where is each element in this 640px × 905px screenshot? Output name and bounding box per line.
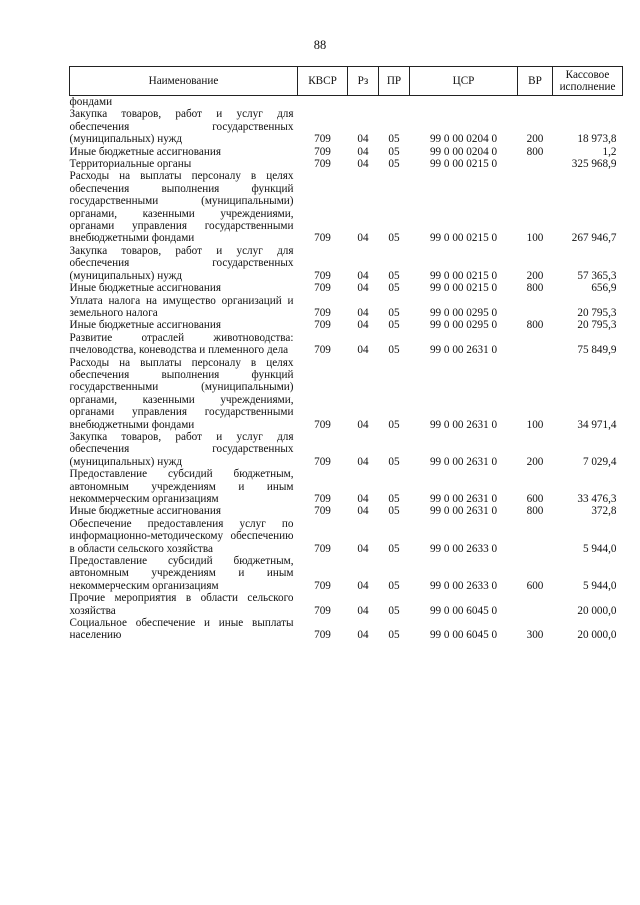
cell-pr: 05 [388,158,400,171]
cell-amount: 656,9 [591,282,617,295]
cell-kvsr: 709 [314,158,331,171]
cell-kvsr: 709 [314,493,331,505]
cell-vr: 200 [526,269,544,282]
cell-csr: 99 0 00 6045 0 [429,604,498,617]
cell-csr [410,96,518,109]
cell-amount: 7 029,4 [582,455,617,468]
cell-name: Расходы на выплаты персоналу в целях обеспечения выполнения функций государственными (муниципальными) органами, казенными учреждениями, органами управления государственными внебюджетными фондами [69,170,294,245]
cell-amount: 372,8 [591,505,617,518]
cell-pr: 05 [388,232,400,245]
table-row [70,468,623,505]
cell-rz: 04 [357,629,369,642]
cell-amount: 34 971,4 [577,418,617,431]
table-row [70,357,623,431]
cell-amount: 75 849,9 [577,344,617,357]
cell-csr: 99 0 00 2631 0 [429,505,498,518]
cell-csr: 99 0 00 0295 0 [429,306,498,319]
cell-csr: 99 0 00 0215 0 [429,282,498,295]
cell-vr: 800 [526,282,544,295]
cell-pr: 05 [388,493,400,505]
table-row [70,319,623,331]
cell-kvsr: 709 [314,306,331,319]
header-amount: Кассовое исполнение [553,67,623,96]
cell-rz: 04 [357,455,369,468]
cell-amount: 20 795,3 [577,319,617,332]
cell-rz: 04 [357,145,369,158]
cell-kvsr: 709 [314,579,331,592]
cell-pr: 05 [388,306,400,319]
cell-vr: 100 [526,232,544,245]
header-rz: Рз [348,67,379,96]
cell-vr [518,332,553,357]
cell-rz: 04 [357,158,369,171]
cell-rz: 04 [357,133,369,146]
table-row [70,592,623,617]
cell-pr: 05 [388,282,400,295]
header-csr: ЦСР [410,67,518,96]
cell-kvsr: 709 [314,133,331,146]
cell-csr: 99 0 00 0204 0 [429,133,498,146]
header-vr: ВР [518,67,553,96]
cell-rz: 04 [357,493,369,505]
table-row [70,555,623,592]
cell-kvsr: 709 [314,269,331,282]
cell-amount: 18 973,8 [577,133,617,146]
cell-csr: 99 0 00 0204 0 [429,145,498,158]
cell-vr: 800 [526,505,544,518]
cell-rz: 04 [357,319,369,332]
header-name: Наименование [70,67,298,96]
cell-kvsr: 709 [314,629,331,642]
table-header-row [70,67,623,96]
budget-table [69,66,623,642]
cell-csr: 99 0 00 0215 0 [429,232,498,245]
cell-name: Предоставление субсидий бюджетным, автономным учреждениям и иным некоммерческим организациям [69,468,294,505]
cell-csr: 99 0 00 0295 0 [429,319,498,332]
cell-vr: 800 [526,145,544,158]
cell-name: Иные бюджетные ассигнования [69,319,221,332]
cell-amount: 20 795,3 [577,306,617,319]
table-row [70,505,623,517]
cell-rz: 04 [357,344,369,357]
cell-amount: 5 944,0 [582,542,617,555]
table-row [70,617,623,642]
cell-kvsr: 709 [314,542,331,555]
header-pr: ПР [379,67,410,96]
table-row [70,295,623,320]
cell-pr: 05 [388,629,400,642]
cell-pr: 05 [388,455,400,468]
cell-name: Социальное обеспечение и иные выплаты населению [69,617,294,642]
cell-csr: 99 0 00 2631 0 [429,493,498,505]
cell-kvsr: 709 [314,344,331,357]
cell-csr: 99 0 00 0215 0 [429,269,498,282]
table-row [70,170,623,244]
cell-rz: 04 [357,232,369,245]
cell-amount: 33 476,3 [577,493,617,505]
cell-kvsr: 709 [314,145,331,158]
cell-rz: 04 [357,282,369,295]
cell-name: фондами [69,96,113,108]
cell-vr: 600 [526,493,544,505]
cell-pr [379,96,410,109]
cell-csr: 99 0 00 2631 0 [429,418,498,431]
table-row [70,96,623,109]
cell-vr [518,295,553,320]
cell-pr: 05 [388,344,400,357]
cell-amount: 5 944,0 [582,579,617,592]
cell-vr [518,592,553,617]
cell-kvsr: 709 [314,418,331,431]
cell-name: Развитие отраслей животноводства: пчеловодства, коневодства и племенного дела [69,331,294,357]
cell-name: Иные бюджетные ассигнования [69,145,221,158]
cell-kvsr: 709 [314,455,331,468]
cell-name: Обеспечение предоставления услуг по информационно-методическому обеспечению в области сельского хозяйства [69,517,294,555]
cell-amount: 20 000,0 [577,604,617,617]
cell-kvsr: 709 [314,319,331,332]
cell-rz [348,96,379,109]
cell-csr: 99 0 00 2631 0 [429,455,498,468]
cell-vr: 200 [526,133,544,146]
table-row [70,108,623,145]
cell-rz: 04 [357,604,369,617]
cell-kvsr: 709 [314,604,331,617]
cell-vr [518,96,553,109]
table-row [70,146,623,158]
cell-kvsr: 709 [314,505,331,518]
cell-name: Иные бюджетные ассигнования [69,505,221,518]
table-row [70,518,623,555]
cell-name: Прочие мероприятия в области сельского хозяйства [69,592,294,617]
table-body [70,96,623,642]
cell-rz: 04 [357,579,369,592]
cell-vr: 600 [526,579,544,592]
cell-vr: 800 [526,319,544,332]
cell-name: Иные бюджетные ассигнования [69,282,221,295]
cell-csr: 99 0 00 2633 0 [429,579,498,592]
cell-pr: 05 [388,579,400,592]
cell-amount: 57 365,3 [577,269,617,282]
cell-pr: 05 [388,604,400,617]
cell-pr: 05 [388,269,400,282]
cell-amount [553,96,623,109]
cell-pr: 05 [388,133,400,146]
cell-name: Уплата налога на имущество организаций и земельного налога [69,294,294,319]
cell-amount: 1,2 [602,145,617,158]
cell-kvsr: 709 [314,282,331,295]
table-row [70,282,623,294]
cell-vr: 200 [526,455,544,468]
cell-rz: 04 [357,418,369,431]
cell-csr: 99 0 00 2631 0 [429,344,498,357]
cell-rz: 04 [357,306,369,319]
cell-pr: 05 [388,542,400,555]
page-number: 88 [313,38,327,52]
cell-rz: 04 [357,505,369,518]
cell-vr [518,158,553,170]
cell-name: Закупка товаров, работ и услуг для обеспечения государственных (муниципальных) нужд [69,244,294,282]
cell-vr: 300 [526,629,544,642]
cell-name: Территориальные органы [69,158,192,171]
cell-name: Расходы на выплаты персоналу в целях обеспечения выполнения функций государственными (муниципальными) органами, казенными учреждениями, органами управления государственными внебюджетными фондами [69,356,294,431]
cell-amount: 267 946,7 [571,232,617,245]
cell-name: Предоставление субсидий бюджетным, автономным учреждениям и иным некоммерческим организациям [69,555,294,592]
cell-name: Закупка товаров, работ и услуг для обеспечения государственных (муниципальных) нужд [69,108,294,146]
cell-vr [518,518,553,555]
header-kvsr: КВСР [298,67,348,96]
cell-kvsr [298,96,348,109]
cell-pr: 05 [388,145,400,158]
table-row [70,332,623,357]
cell-csr: 99 0 00 2633 0 [429,542,498,555]
cell-name: Закупка товаров, работ и услуг для обеспечения государственных (муниципальных) нужд [69,430,294,468]
table-row [70,158,623,170]
cell-pr: 05 [388,319,400,332]
cell-vr: 100 [526,418,544,431]
table-row [70,431,623,468]
cell-kvsr: 709 [314,232,331,245]
cell-pr: 05 [388,505,400,518]
cell-csr: 99 0 00 0215 0 [429,158,498,171]
cell-pr: 05 [388,418,400,431]
cell-csr: 99 0 00 6045 0 [429,629,498,642]
cell-amount: 20 000,0 [577,629,617,642]
cell-rz: 04 [357,269,369,282]
cell-rz: 04 [357,542,369,555]
cell-amount: 325 968,9 [571,158,617,171]
table-row [70,245,623,282]
